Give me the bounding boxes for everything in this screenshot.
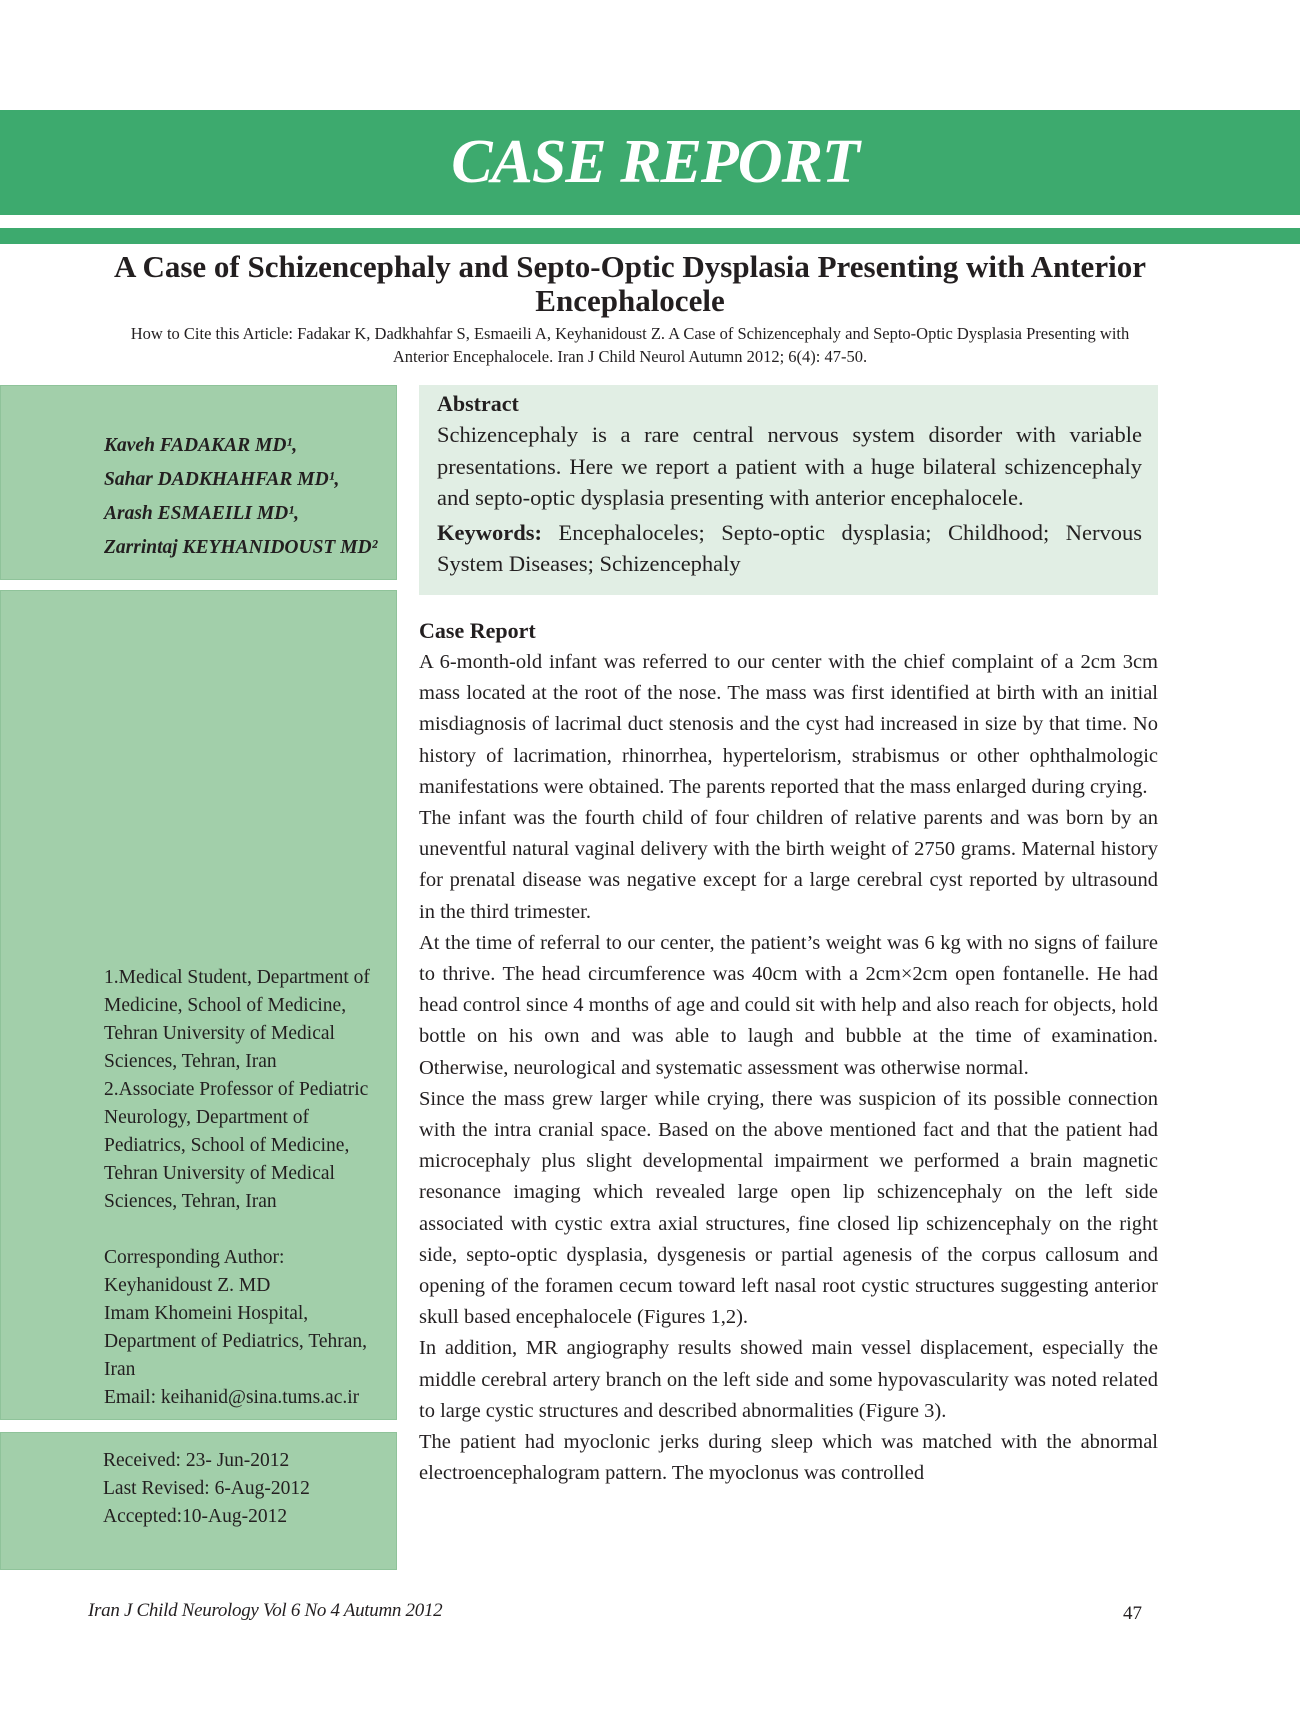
- author-name: Zarrintaj KEYHANIDOUST MD²: [104, 537, 378, 558]
- keywords-label: Keywords:: [437, 519, 542, 545]
- abstract-text: Schizencephaly is a rare central nervous system disorder with variable presentations. Here we report a patient with a huge bilateral schizencephaly and septo-optic dysplasia presenting with anterior encephalocele.: [437, 422, 1142, 510]
- body-paragraph: The patient had myoclonic jerks during sleep which was matched with the abnormal electroencephalogram pattern. The myoclonus was controlled: [419, 1431, 1158, 1485]
- body-paragraph: At the time of referral to our center, the patient’s weight was 6 kg with no signs of failure to thrive. The head circumference was 40cm with a 2cm×2cm open fontanelle. He had head control since 4 months of age and could sit with help and also reach for objects, hold bottle on his own and was able to laugh and bubble at the time of examination. Otherwise, neurological and systematic assessment was otherwise normal.: [419, 931, 1158, 1079]
- corresponding-email: Email: keihanid@sina.tums.ac.ir: [104, 1387, 360, 1408]
- revised-date: Last Revised: 6-Aug-2012: [103, 1478, 310, 1499]
- author-name: Sahar DADKHAHFAR MD¹,: [104, 469, 340, 490]
- page-number: 47: [1123, 1603, 1142, 1624]
- abstract-heading: Abstract: [437, 391, 519, 416]
- author-name: Kaveh FADAKAR MD¹,: [104, 435, 298, 456]
- section-banner: [0, 110, 1300, 215]
- abstract-box: [419, 385, 1158, 595]
- authors-panel: [0, 385, 397, 580]
- accepted-date: Accepted:10-Aug-2012: [103, 1506, 288, 1527]
- keywords-list: Encephaloceles; Septo-optic dysplasia; Childhood; Nervous System Diseases; Schizencephaly: [437, 519, 1142, 576]
- citation: How to Cite this Article: Fadakar K, Dadkhahfar S, Esmaeili A, Keyhanidoust Z. A Case of Schizencephaly and Septo-Optic Dysplasia Presenting with Anterior Encephalocele. Iran J Child Neurol Autumn 2012; 6(4): 47-50.: [130, 324, 1130, 366]
- keywords: [437, 517, 1142, 580]
- corresponding-department: Department of Pediatrics, Tehran, Iran: [104, 1331, 368, 1380]
- footer-journal: Iran J Child Neurology Vol 6 No 4 Autumn 2012: [88, 1600, 443, 1621]
- case-report-section: [419, 615, 1158, 1489]
- body-paragraph: Since the mass grew larger while crying, there was suspicion of its possible connection with the intra cranial space. Based on the above mentioned fact and that the patient had microcephaly plus slight developmental impairment we performed a brain magnetic resonance imaging which revealed large open lip schizencephaly on the left side associated with cystic extra axial structures, fine closed lip schizencephaly on the right side, septo-optic dysplasia, dysgenesis or partial agenesis of the corpus callosum and opening of the foramen cecum toward left nasal root cystic structures suggesting anterior skull based encephalocele (Figures 1,2).: [419, 1087, 1158, 1329]
- dates: [103, 1447, 388, 1531]
- affiliations: [104, 964, 389, 1412]
- banner-title: CASE REPORT: [451, 128, 859, 196]
- body-paragraph: In addition, MR angiography results showed main vessel displacement, especially the middle cerebral artery branch on the left side and some hypovascularity was noted related to large cystic structures and described abnormalities (Figure 3).: [419, 1337, 1158, 1422]
- dates-panel: [0, 1432, 397, 1570]
- body-paragraph: A 6-month-old infant was referred to our center with the chief complaint of a 2cm 3cm mass located at the root of the nose. The mass was first identified at birth with an initial misdiagnosis of lacrimal duct stenosis and the cyst had increased in size by that time. No history of lacrimation, rhinorrhea, hypertelorism, strabismus or other ophthalmologic manifestations were obtained. The parents reported that the mass enlarged during crying.: [419, 651, 1158, 798]
- corresponding-hospital: Imam Khomeini Hospital,: [104, 1303, 309, 1324]
- affiliations-panel: [0, 590, 397, 1420]
- body-paragraph: The infant was the fourth child of four children of relative parents and was born by an uneventful natural vaginal delivery with the birth weight of 2750 grams. Maternal history for prenatal disease was negative except for a large cerebral cyst reported by ultrasound in the third trimester.: [419, 807, 1158, 923]
- affiliation-1: 1.Medical Student, Department of Medicine, School of Medicine, Tehran University of Medical Sciences, Tehran, Iran: [104, 967, 370, 1072]
- corresponding-name: Keyhanidoust Z. MD: [104, 1275, 271, 1296]
- affiliation-2: 2.Associate Professor of Pediatric Neurology, Department of Pediatrics, School of Medicine, Tehran University of Medical Sciences, Tehran, Iran: [104, 1079, 369, 1212]
- author-name: Arash ESMAEILI MD¹,: [104, 503, 299, 524]
- corresponding-label: Corresponding Author:: [104, 1247, 285, 1268]
- banner-divider: [0, 228, 1300, 244]
- author-list: [104, 429, 404, 565]
- article-title: A Case of Schizencephaly and Septo-Optic Dysplasia Presenting with Anterior Encephalocele: [114, 249, 1146, 318]
- received-date: Received: 23- Jun-2012: [103, 1450, 290, 1471]
- section-heading: Case Report: [419, 618, 536, 643]
